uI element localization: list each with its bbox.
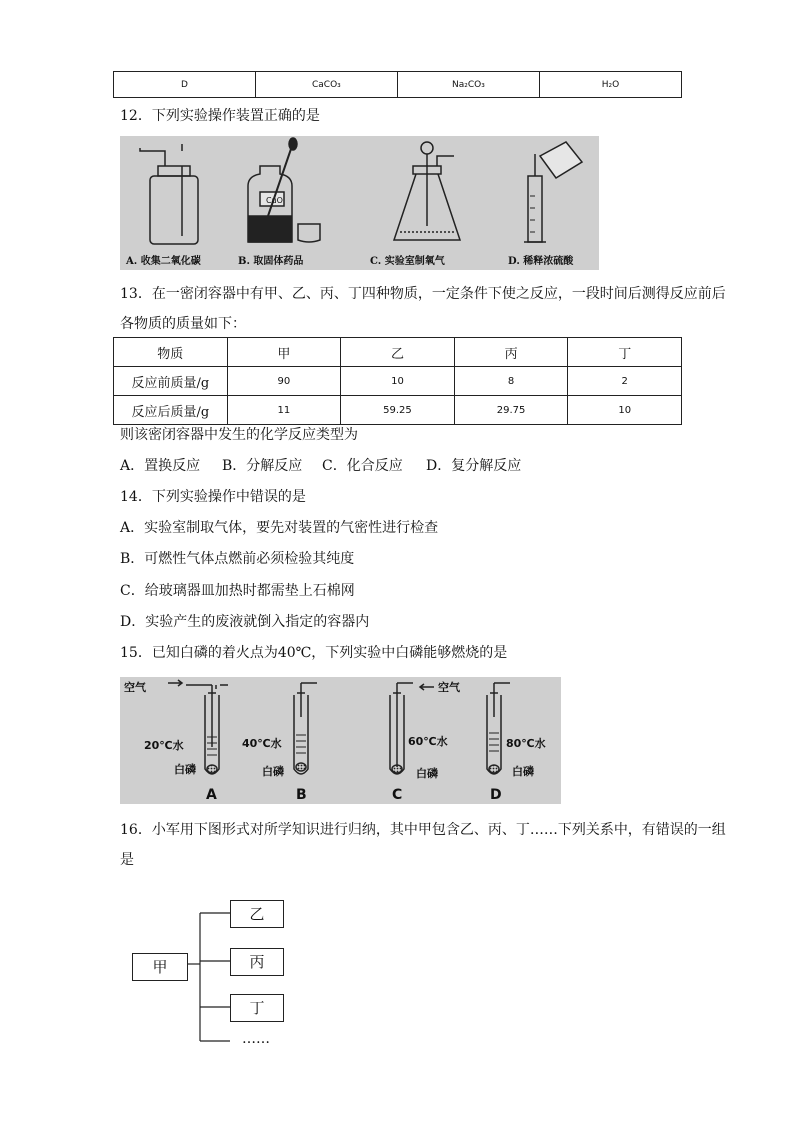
q16-child-box-3: 丁 — [230, 994, 284, 1022]
q14-option-c: C．给玻璃器皿加热时都需垫上石棉网 — [120, 583, 355, 599]
q16-stem-line1: 16．小军用下图形式对所学知识进行归纳，其中甲包含乙、丙、丁……下列关系中，有错误的一组 — [120, 822, 726, 838]
table-cell: CaCO₃ — [255, 72, 397, 98]
table-header-row — [114, 338, 682, 367]
table-row — [114, 367, 682, 396]
q12-caption-c: C. 实验室制氧气 — [370, 256, 445, 267]
q13-question: 则该密闭容器中发生的化学反应类型为 — [120, 427, 358, 443]
q15-phosphorus-label-b: 白磷 — [262, 765, 284, 778]
table-cell: 10 — [568, 396, 682, 425]
table-header: 物质 — [114, 338, 228, 367]
q14-option-b: B．可燃性气体点燃前必须检验其纯度 — [120, 551, 355, 567]
q15-phosphorus-label-d: 白磷 — [512, 765, 534, 778]
table-header: 乙 — [341, 338, 455, 367]
q15-air-label-c: 空气 — [438, 681, 460, 694]
table-cell: 10 — [341, 367, 455, 396]
table-header: 甲 — [227, 338, 341, 367]
q13-mass-table — [113, 337, 682, 425]
q12-stem: 12．下列实验操作装置正确的是 — [120, 108, 320, 124]
q12-figure — [120, 136, 599, 270]
q16-stem-line2: 是 — [120, 852, 134, 868]
q15-stem: 15．已知白磷的着火点为40℃，下列实验中白磷能够燃烧的是 — [120, 645, 508, 661]
q16-child-box-2: 丙 — [230, 948, 284, 976]
q13-stem-line2: 各物质的质量如下： — [120, 316, 246, 332]
q16-tree-diagram — [130, 895, 290, 1055]
q12-captions — [120, 136, 599, 270]
table-cell: 反应前质量/g — [114, 367, 228, 396]
q15-phosphorus-label-a: 白磷 — [174, 763, 196, 776]
q15-letter-c: C — [392, 787, 403, 803]
table-header: 丁 — [568, 338, 682, 367]
q15-phosphorus-label-c: 白磷 — [416, 767, 438, 780]
table-cell: Na₂CO₃ — [397, 72, 539, 98]
table-cell: 反应后质量/g — [114, 396, 228, 425]
q15-letter-b: B — [296, 787, 307, 803]
q15-figure — [120, 677, 561, 804]
table-cell: 11 — [227, 396, 341, 425]
q15-labels — [120, 677, 561, 804]
q15-water-label-a: 20℃水 — [144, 739, 184, 752]
q13-option-a: A．置换反应 — [120, 458, 201, 474]
table-cell: 90 — [227, 367, 341, 396]
q12-caption-d: D. 稀释浓硫酸 — [508, 256, 574, 267]
table-cell: 29.75 — [454, 396, 568, 425]
table-cell: 8 — [454, 367, 568, 396]
q16-more-ellipsis: …… — [242, 1031, 270, 1047]
q12-caption-a: A. 收集二氧化碳 — [126, 256, 201, 267]
q13-option-b: B．分解反应 — [222, 458, 303, 474]
table-cell: D — [114, 72, 256, 98]
q14-option-d: D．实验产生的废液就倒入指定的容器内 — [120, 614, 370, 630]
table-cell: 59.25 — [341, 396, 455, 425]
q13-option-d: D．复分解反应 — [426, 458, 522, 474]
q15-letter-a: A — [206, 787, 217, 803]
table-row — [114, 396, 682, 425]
q13-stem-line1: 13．在一密闭容器中有甲、乙、丙、丁四种物质，一定条件下使之反应，一段时间后测得反应前后 — [120, 286, 726, 302]
q15-letter-d: D — [490, 787, 502, 803]
table-cell: H₂O — [540, 72, 682, 98]
q13-option-c: C．化合反应 — [322, 458, 403, 474]
top-table — [113, 71, 682, 98]
table-header: 丙 — [454, 338, 568, 367]
q14-stem: 14．下列实验操作中错误的是 — [120, 489, 306, 505]
q16-root-box: 甲 — [132, 953, 188, 981]
q12-caption-b: B. 取固体药品 — [238, 256, 304, 267]
table-row — [114, 72, 682, 98]
q15-water-label-c: 60℃水 — [408, 735, 448, 748]
cuo-label: CuO — [266, 196, 283, 205]
q14-option-a: A．实验室制取气体，要先对装置的气密性进行检查 — [120, 520, 439, 536]
q15-water-label-b: 40℃水 — [242, 737, 282, 750]
q15-air-label-a: 空气 — [124, 681, 146, 694]
q16-child-box-1: 乙 — [230, 900, 284, 928]
table-cell: 2 — [568, 367, 682, 396]
q15-water-label-d: 80℃水 — [506, 737, 546, 750]
